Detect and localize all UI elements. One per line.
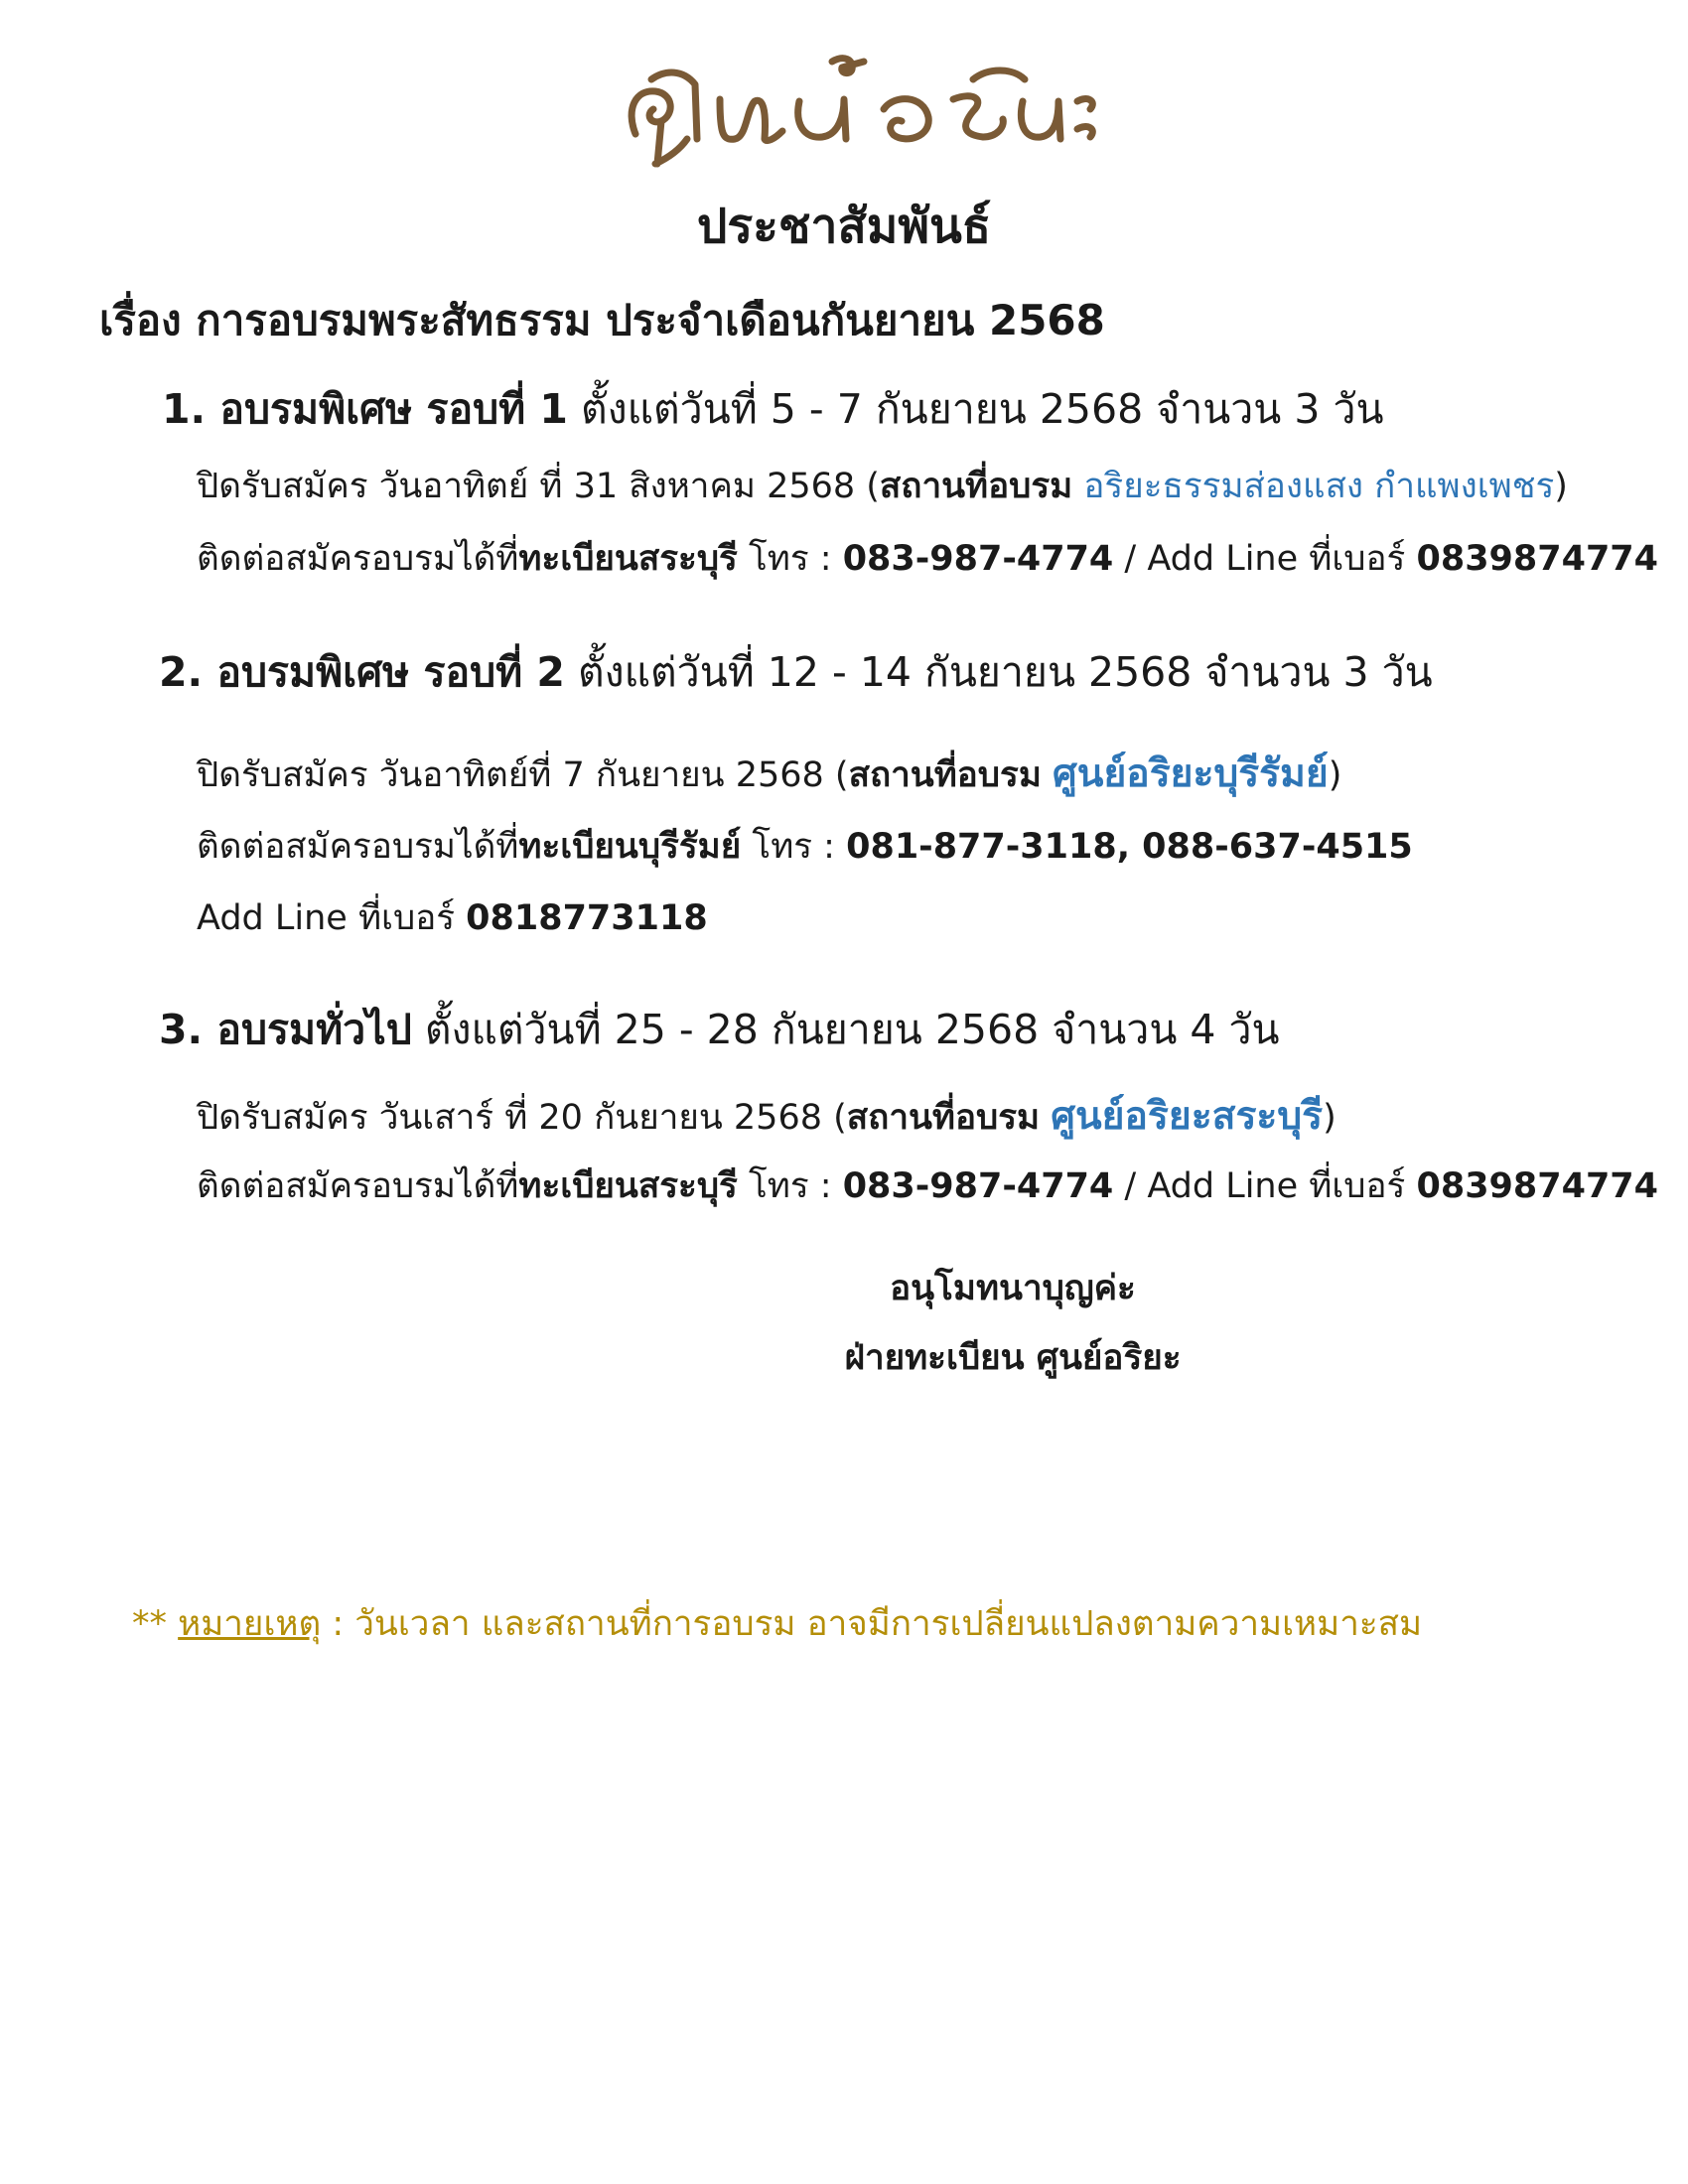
session-2-contact-office: ทะเบียนบุรีรัมย์ — [518, 827, 742, 867]
session-3-number: 3. — [159, 1006, 217, 1053]
session-3-heading — [159, 998, 1280, 1062]
session-3-venue-label: สถานที่อบรม — [846, 1098, 1041, 1138]
session-1-closing — [197, 459, 1568, 513]
session-2-line — [197, 890, 708, 945]
signature-department: ฝ่ายทะเบียน ศูนย์อริยะ — [844, 1338, 1182, 1378]
session-2-title: อบรมพิเศษ รอบที่ 2 — [216, 648, 565, 696]
session-1-line-id: 0839874774 — [1416, 539, 1659, 579]
session-2-tel: 081-877-3118, 088-637-4515 — [846, 827, 1413, 867]
session-3-tel-label: โทร : — [737, 1166, 843, 1206]
session-1-contact-prefix: ติดต่อสมัครอบรมได้ที่ — [197, 539, 519, 579]
session-3-contact — [197, 1159, 1658, 1213]
logo — [596, 40, 1112, 179]
session-1-tel-label: โทร : — [737, 539, 843, 579]
session-1-venue: อริยะธรรมส่องแสง กำแพงเพชร — [1083, 467, 1555, 506]
session-1-heading — [162, 377, 1384, 442]
session-2-dates: ตั้งแต่วันที่ 12 - 14 กันยายน 2568 จำนวน 3 วัน — [564, 648, 1433, 696]
session-1-number: 1. — [162, 385, 220, 433]
session-1-dates: ตั้งแต่วันที่ 5 - 7 กันยายน 2568 จำนวน 3 วัน — [567, 385, 1384, 433]
subject-heading: เรื่อง การอบรมพระสัทธรรม ประจำเดือนกันยายน 2568 — [99, 296, 1105, 344]
session-2-close-end: ) — [1328, 755, 1342, 795]
session-2-closing — [197, 743, 1341, 804]
session-2-close-label: ปิดรับสมัคร วันอาทิตย์ที่ 7 กันยายน 2568 ( — [197, 755, 849, 795]
session-2-number: 2. — [159, 648, 217, 696]
session-2-venue: ศูนย์อริยะบุรีรัมย์ — [1053, 751, 1329, 796]
session-1-contact — [197, 531, 1658, 586]
logo-wordmark — [596, 40, 1112, 179]
session-2-contact-prefix: ติดต่อสมัครอบรมได้ที่ — [197, 827, 519, 867]
session-2-line-id: 0818773118 — [466, 898, 708, 938]
session-3-dates: ตั้งแต่วันที่ 25 - 28 กันยายน 2568 จำนวน 4 วัน — [411, 1006, 1280, 1053]
session-3-contact-office: ทะเบียนสระบุรี — [518, 1166, 738, 1206]
session-1-close-end: ) — [1554, 467, 1568, 506]
session-1-close-label: ปิดรับสมัคร วันอาทิตย์ ที่ 31 สิงหาคม 2568 ( — [197, 467, 880, 506]
session-1-tel: 083-987-4774 — [842, 539, 1114, 579]
footnote-label: หมายเหตุ — [178, 1604, 322, 1644]
session-3-close-label: ปิดรับสมัคร วันเสาร์ ที่ 20 กันยายน 2568 ( — [197, 1098, 847, 1138]
session-2-line-label: Add Line ที่เบอร์ — [197, 898, 467, 938]
session-2-heading — [159, 640, 1433, 705]
session-1-line-label: / Add Line ที่เบอร์ — [1113, 539, 1417, 579]
session-2-contact — [197, 819, 1413, 874]
session-1-contact-office: ทะเบียนสระบุรี — [518, 539, 738, 579]
footnote-text: วันเวลา และสถานที่การอบรม อาจมีการเปลี่ยนแปลงตามความเหมาะสม — [354, 1604, 1423, 1644]
session-3-close-end: ) — [1323, 1098, 1336, 1138]
session-3-line-label: / Add Line ที่เบอร์ — [1113, 1166, 1417, 1206]
session-2-tel-label: โทร : — [741, 827, 847, 867]
page-title: ประชาสัมพันธ์ — [696, 199, 992, 254]
session-2-venue-label: สถานที่อบรม — [848, 755, 1042, 795]
footnote-stars: ** — [132, 1604, 179, 1644]
session-3-venue: ศูนย์อริยะสระบุรี — [1051, 1094, 1324, 1139]
signature-blessing: อนุโมทนาบุญค่ะ — [890, 1269, 1136, 1308]
session-3-line-id: 0839874774 — [1416, 1166, 1659, 1206]
session-3-title: อบรมทั่วไป — [216, 1006, 412, 1053]
footnote — [132, 1596, 1422, 1651]
session-3-contact-prefix: ติดต่อสมัครอบรมได้ที่ — [197, 1166, 519, 1206]
session-3-closing — [197, 1085, 1336, 1147]
footnote-separator: : — [321, 1604, 355, 1644]
session-3-tel: 083-987-4774 — [842, 1166, 1114, 1206]
session-1-venue-label: สถานที่อบรม — [879, 467, 1073, 506]
session-1-title: อบรมพิเศษ รอบที่ 1 — [219, 385, 568, 433]
